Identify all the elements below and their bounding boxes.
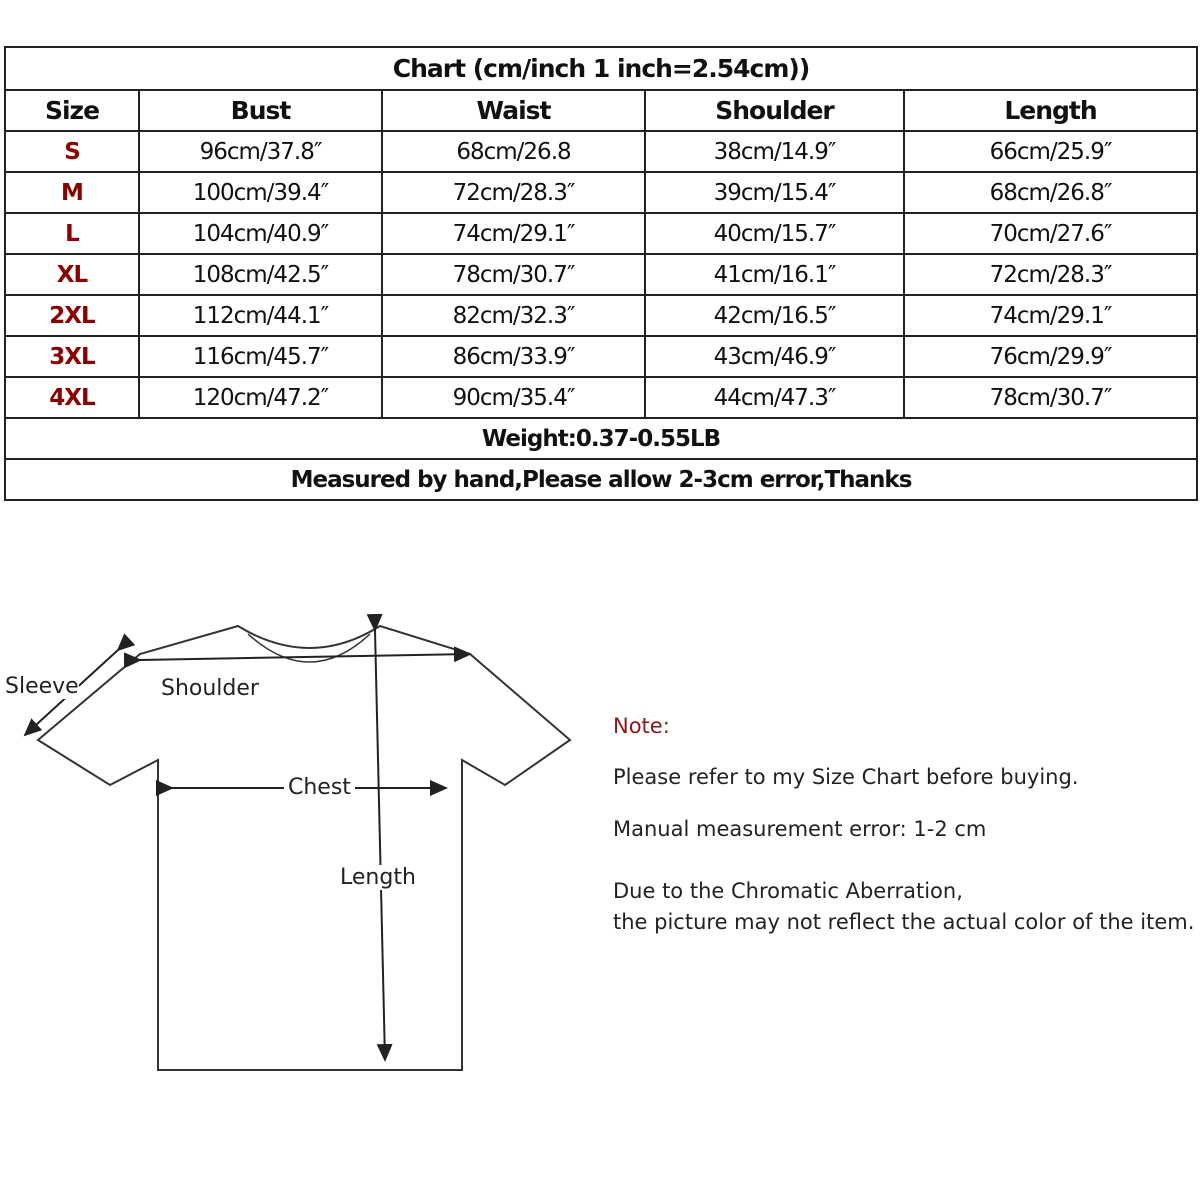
table-row — [5, 131, 1197, 172]
size-cell: S — [5, 131, 139, 172]
measure-cell: 104cm/40.9″ — [139, 213, 382, 254]
measure-cell: 40cm/15.7″ — [645, 213, 904, 254]
note-line-1: Please refer to my Size Chart before buying. — [613, 765, 1079, 789]
measure-cell: 68cm/26.8″ — [904, 172, 1197, 213]
measure-cell: 78cm/30.7″ — [904, 377, 1197, 418]
measure-cell: 76cm/29.9″ — [904, 336, 1197, 377]
header-shoulder: Shoulder — [645, 90, 904, 131]
weight-text: Weight:0.37-0.55LB — [5, 418, 1197, 459]
note-line-4: the picture may not reflect the actual color of the item. — [613, 910, 1195, 934]
table-row — [5, 336, 1197, 377]
measure-cell: 90cm/35.4″ — [382, 377, 645, 418]
measure-cell: 44cm/47.3″ — [645, 377, 904, 418]
chest-label: Chest — [284, 775, 355, 800]
measure-cell: 72cm/28.3″ — [382, 172, 645, 213]
table-row — [5, 377, 1197, 418]
header-waist: Waist — [382, 90, 645, 131]
measure-cell: 100cm/39.4″ — [139, 172, 382, 213]
sleeve-label: Sleeve — [5, 674, 79, 699]
measure-cell: 108cm/42.5″ — [139, 254, 382, 295]
measure-cell: 116cm/45.7″ — [139, 336, 382, 377]
header-size: Size — [5, 90, 139, 131]
measure-cell: 82cm/32.3″ — [382, 295, 645, 336]
table-row — [5, 254, 1197, 295]
header-length: Length — [904, 90, 1197, 131]
note-line-3: Due to the Chromatic Aberration, — [613, 879, 963, 903]
length-arrow — [375, 630, 385, 1060]
measure-cell: 66cm/25.9″ — [904, 131, 1197, 172]
chart-title: Chart (cm/inch 1 inch=2.54cm)) — [5, 47, 1197, 90]
tshirt-outline — [38, 626, 570, 1070]
measure-cell: 74cm/29.1″ — [382, 213, 645, 254]
table-row — [5, 213, 1197, 254]
measure-cell: 39cm/15.4″ — [645, 172, 904, 213]
size-chart-table — [4, 46, 1198, 501]
header-row — [5, 90, 1197, 131]
measure-cell: 74cm/29.1″ — [904, 295, 1197, 336]
note-title: Note: — [613, 714, 670, 738]
size-cell: 3XL — [5, 336, 139, 377]
table-row — [5, 172, 1197, 213]
measure-cell: 68cm/26.8 — [382, 131, 645, 172]
measure-cell: 72cm/28.3″ — [904, 254, 1197, 295]
header-bust: Bust — [139, 90, 382, 131]
measure-cell: 41cm/16.1″ — [645, 254, 904, 295]
measure-cell: 78cm/30.7″ — [382, 254, 645, 295]
measure-cell: 70cm/27.6″ — [904, 213, 1197, 254]
size-cell: 2XL — [5, 295, 139, 336]
note-line-2: Manual measurement error: 1-2 cm — [613, 817, 987, 841]
table-row — [5, 295, 1197, 336]
measure-cell: 86cm/33.9″ — [382, 336, 645, 377]
measure-cell: 42cm/16.5″ — [645, 295, 904, 336]
measure-cell: 43cm/46.9″ — [645, 336, 904, 377]
tshirt-diagram — [0, 590, 600, 1090]
measure-cell: 112cm/44.1″ — [139, 295, 382, 336]
size-cell: M — [5, 172, 139, 213]
measure-cell: 120cm/47.2″ — [139, 377, 382, 418]
measure-cell: 96cm/37.8″ — [139, 131, 382, 172]
size-cell: L — [5, 213, 139, 254]
measured-note: Measured by hand,Please allow 2-3cm error,Thanks — [5, 459, 1197, 500]
size-cell: 4XL — [5, 377, 139, 418]
length-label: Length — [340, 865, 416, 890]
shoulder-arrow — [140, 654, 470, 660]
measure-cell: 38cm/14.9″ — [645, 131, 904, 172]
size-cell: XL — [5, 254, 139, 295]
shoulder-label: Shoulder — [161, 676, 259, 701]
